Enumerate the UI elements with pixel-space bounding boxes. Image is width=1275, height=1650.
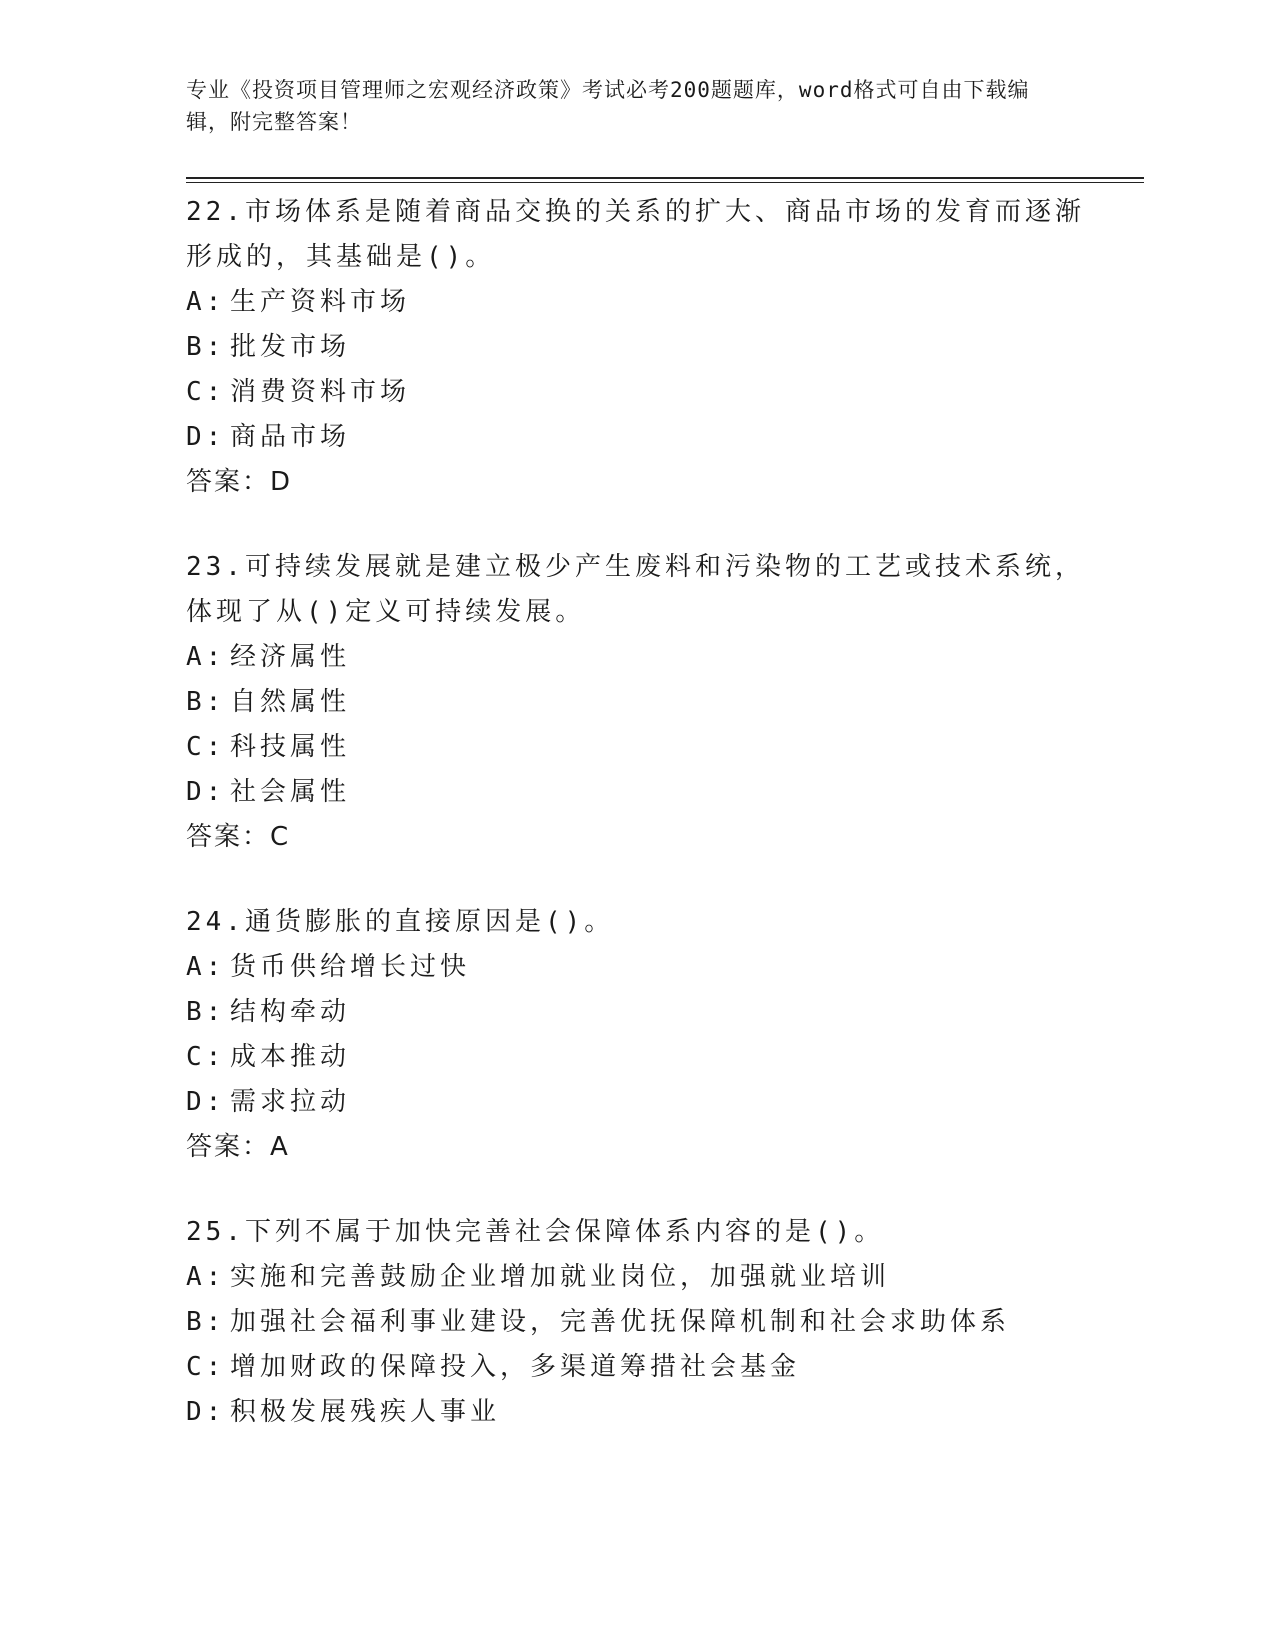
- option-a: [186, 635, 1086, 680]
- option-letter: B:: [186, 1307, 226, 1337]
- option-c: [186, 1345, 1086, 1390]
- option-text: 社会属性: [230, 777, 351, 807]
- option-letter: D:: [186, 422, 226, 452]
- answer: 答案：A: [186, 1132, 290, 1162]
- option-d: [186, 415, 1086, 460]
- option-text: 生产资料市场: [230, 287, 411, 317]
- option-c: [186, 370, 1086, 415]
- option-text: 消费资料市场: [230, 377, 411, 407]
- option-text: 自然属性: [230, 687, 351, 717]
- option-letter: C:: [186, 377, 226, 407]
- option-text: 商品市场: [230, 422, 351, 452]
- question-22: [186, 190, 1086, 505]
- option-d: [186, 1080, 1086, 1125]
- header-divider-top: [186, 177, 1144, 179]
- option-letter: D:: [186, 777, 226, 807]
- question-text: 22.市场体系是随着商品交换的关系的扩大、商品市场的发育而逐渐形成的，其基础是()。: [186, 197, 1085, 272]
- question-text: 24.通货膨胀的直接原因是()。: [186, 907, 615, 937]
- header-divider-bottom: [186, 182, 1144, 183]
- option-text: 科技属性: [230, 732, 351, 762]
- option-b: [186, 680, 1086, 725]
- answer: 答案：D: [186, 467, 293, 497]
- option-b: [186, 1300, 1086, 1345]
- question-list: [186, 190, 1086, 1475]
- option-text: 经济属性: [230, 642, 351, 672]
- answer: 答案：C: [186, 822, 291, 852]
- option-letter: B:: [186, 997, 226, 1027]
- option-a: [186, 280, 1086, 325]
- option-text: 货币供给增长过快: [230, 952, 471, 982]
- question-text: 23.可持续发展就是建立极少产生废料和污染物的工艺或技术系统，体现了从()定义可持续发展。: [186, 552, 1085, 627]
- option-a: [186, 945, 1086, 990]
- question-text: 25.下列不属于加快完善社会保障体系内容的是()。: [186, 1217, 885, 1247]
- option-text: 实施和完善鼓励企业增加就业岗位，加强就业培训: [230, 1262, 891, 1292]
- option-letter: A:: [186, 287, 226, 317]
- option-text: 积极发展残疾人事业: [230, 1397, 501, 1427]
- option-letter: A:: [186, 952, 226, 982]
- option-text: 成本推动: [230, 1042, 351, 1072]
- option-letter: A:: [186, 642, 226, 672]
- option-letter: D:: [186, 1397, 226, 1427]
- option-text: 结构牵动: [230, 997, 351, 1027]
- question-23: [186, 545, 1086, 860]
- option-d: [186, 770, 1086, 815]
- option-a: [186, 1255, 1086, 1300]
- option-d: [186, 1390, 1086, 1435]
- option-letter: C:: [186, 1352, 226, 1382]
- option-letter: A:: [186, 1262, 226, 1292]
- document-header: 专业《投资项目管理师之宏观经济政策》考试必考200题题库，word格式可自由下载编辑，附完整答案！: [186, 78, 1030, 134]
- option-letter: C:: [186, 1042, 226, 1072]
- question-25: [186, 1210, 1086, 1435]
- option-text: 增加财政的保障投入，多渠道筹措社会基金: [230, 1352, 801, 1382]
- option-b: [186, 990, 1086, 1035]
- option-b: [186, 325, 1086, 370]
- option-c: [186, 1035, 1086, 1080]
- option-letter: D:: [186, 1087, 226, 1117]
- question-24: [186, 900, 1086, 1170]
- option-letter: C:: [186, 732, 226, 762]
- option-c: [186, 725, 1086, 770]
- option-text: 需求拉动: [230, 1087, 351, 1117]
- option-letter: B:: [186, 332, 226, 362]
- option-letter: B:: [186, 687, 226, 717]
- option-text: 批发市场: [230, 332, 351, 362]
- option-text: 加强社会福利事业建设，完善优抚保障机制和社会求助体系: [230, 1307, 1011, 1337]
